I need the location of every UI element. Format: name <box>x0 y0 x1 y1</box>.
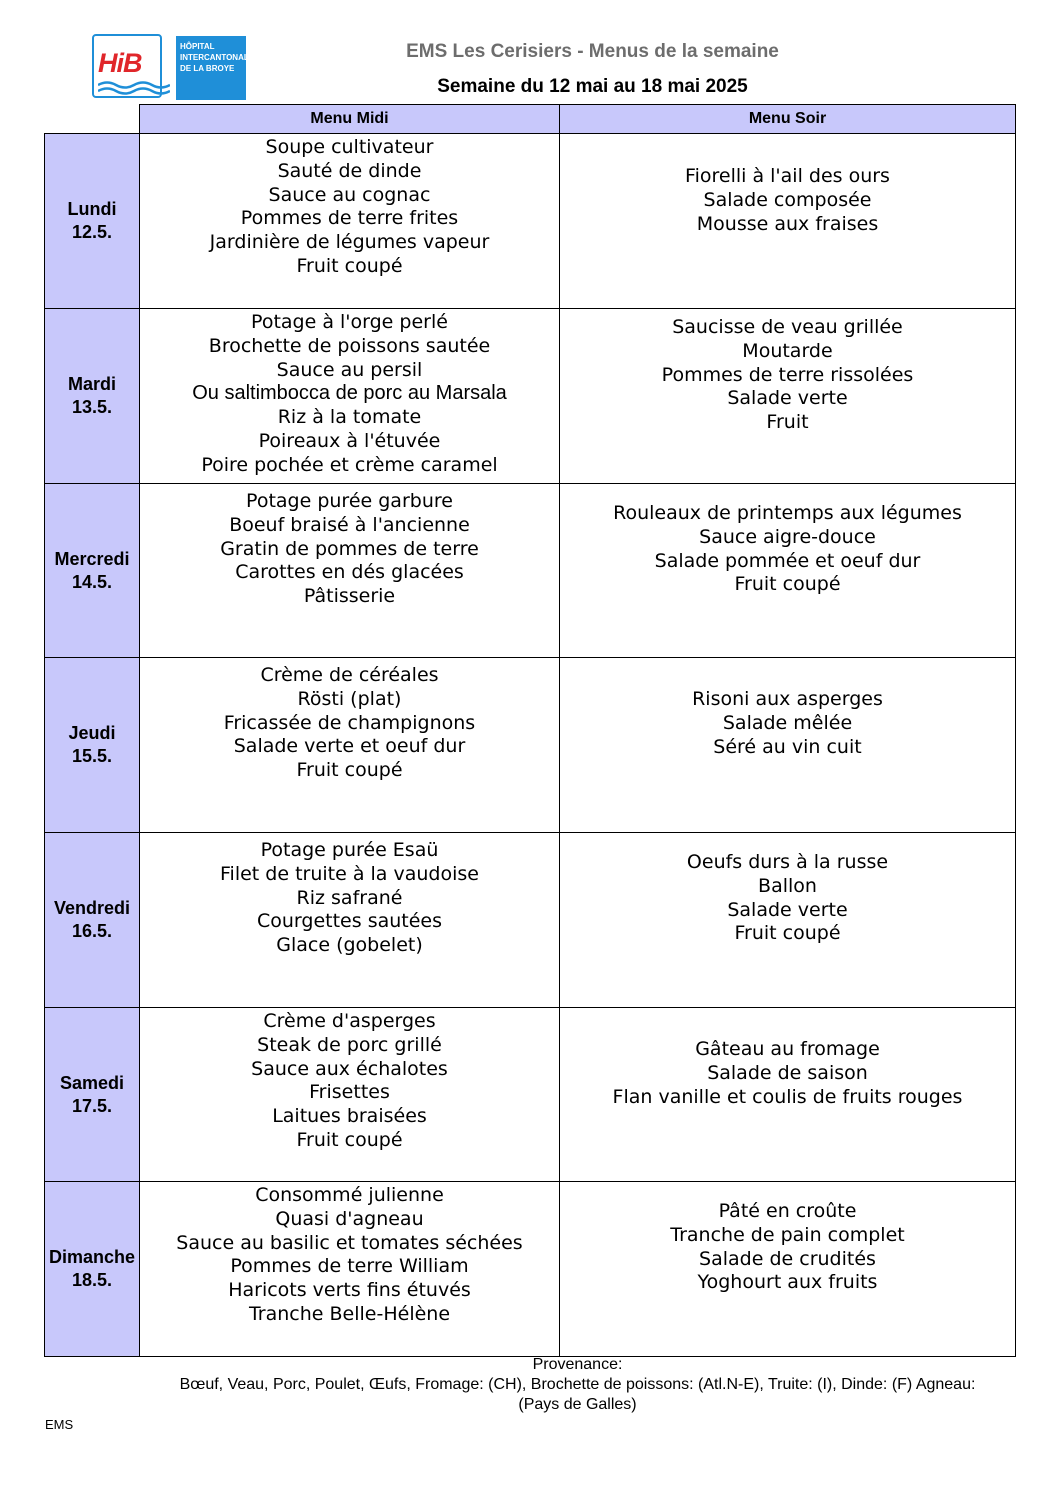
dish-item: Ballon <box>758 874 817 897</box>
menu-soir-cell <box>560 484 1016 658</box>
dish-item: Fruit coupé <box>734 922 841 945</box>
dish-item: Salade de saison <box>707 1061 868 1084</box>
column-header-midi: Menu Midi <box>140 105 560 134</box>
dish-item: Salade de crudités <box>699 1247 876 1270</box>
dish-item: Poire pochée et crème caramel <box>201 453 498 476</box>
table-row <box>45 309 1016 484</box>
menu-midi-cell <box>140 833 560 1008</box>
dish-item: Rouleaux de printemps aux légumes <box>613 502 962 524</box>
dish-item: Fruit coupé <box>296 759 403 782</box>
dish-item: Flan vanille et coulis de fruits rouges <box>612 1085 963 1108</box>
day-date: 17.5. <box>71 1095 113 1116</box>
day-cell <box>45 484 140 658</box>
hib-logo <box>92 34 248 102</box>
dish-item: Gratin de pommes de terre <box>220 537 479 560</box>
dish-item: Filet de truite à la vaudoise <box>220 862 479 885</box>
menu-midi-cell <box>140 1008 560 1182</box>
dish-item: Moutarde <box>742 339 833 362</box>
day-date: 14.5. <box>71 571 113 592</box>
day-date: 13.5. <box>71 397 113 417</box>
dish-item: Quasi d'agneau <box>275 1207 424 1230</box>
dish-item: Sauce au cognac <box>268 183 431 206</box>
menu-body <box>45 134 1016 1357</box>
menu-soir-cell <box>560 658 1016 833</box>
footer-ems-label: EMS <box>45 1417 74 1432</box>
provenance-line-2: (Pays de Galles) <box>518 1396 637 1413</box>
dish-item: Fricassée de champignons <box>223 711 476 734</box>
dish-item: Frisettes <box>309 1081 390 1104</box>
dish-item: Salade composée <box>703 188 872 211</box>
dish-item: Sauce au basilic et tomates séchées <box>176 1231 523 1254</box>
dish-item: Pâtisserie <box>303 585 396 608</box>
dish-item: Risoni aux asperges <box>692 688 883 710</box>
dish-item: Fruit <box>766 411 809 434</box>
dish-item: Sauce aigre-douce <box>699 525 876 548</box>
dish-item: Crème d'asperges <box>263 1010 436 1032</box>
dish-item: Potage purée Esaü <box>260 839 439 861</box>
dish-item: Pommes de terre rissolées <box>661 363 914 386</box>
page-title: EMS Les Cerisiers - Menus de la semaine <box>406 41 779 62</box>
dish-item: Fruit coupé <box>296 254 403 277</box>
hib-logo-letters: HiB <box>98 48 142 78</box>
day-cell <box>45 833 140 1008</box>
dish-item: Salade verte <box>727 898 848 921</box>
menu-midi-cell <box>140 484 560 658</box>
logo-line-2: INTERCANTONAL <box>180 53 249 62</box>
logo-line-3: DE LA BROYE <box>180 64 235 73</box>
dish-item: Riz à la tomate <box>277 406 422 429</box>
dish-item: Brochette de poissons sautée <box>208 334 491 357</box>
dish-item: Laitues braisées <box>272 1105 427 1128</box>
day-cell <box>45 1182 140 1357</box>
dish-item: Soupe cultivateur <box>265 136 434 158</box>
table-row <box>45 658 1016 833</box>
menu-soir-cell <box>560 134 1016 309</box>
day-name: Jeudi <box>68 723 116 743</box>
dish-item: Oeufs durs à la russe <box>686 851 889 873</box>
dish-item: Tranche Belle-Hélène <box>248 1302 451 1325</box>
menu-soir-cell <box>560 1008 1016 1182</box>
dish-item: Salade pommée et oeuf dur <box>654 549 921 572</box>
menu-midi-cell <box>140 1182 560 1357</box>
day-date: 15.5. <box>71 746 113 766</box>
provenance-note <box>150 1355 1005 1415</box>
dish-item: Pommes de terre William <box>230 1255 469 1278</box>
hib-logo-text-box <box>176 36 249 100</box>
dish-item: Ou saltimbocca de porc au Marsala <box>192 382 507 405</box>
dish-item: Fiorelli à l'ail des ours <box>685 165 890 187</box>
dish-item: Courgettes sautées <box>257 910 442 933</box>
table-corner <box>45 105 140 134</box>
menu-soir-cell <box>560 1182 1016 1357</box>
menu-midi-cell <box>140 658 560 833</box>
table-row <box>45 484 1016 658</box>
day-name: Dimanche <box>48 1247 136 1267</box>
dish-item: Tranche de pain complet <box>670 1223 905 1246</box>
dish-item: Fruit coupé <box>296 1128 403 1151</box>
dish-item: Boeuf braisé à l'ancienne <box>229 513 470 536</box>
menu-midi-cell <box>140 134 560 309</box>
day-cell <box>45 658 140 833</box>
day-cell <box>45 134 140 309</box>
day-name: Vendredi <box>53 898 131 918</box>
dish-item: Glace (gobelet) <box>276 934 423 957</box>
dish-item: Pommes de terre frites <box>240 207 459 230</box>
dish-item: Poireaux à l'étuvée <box>258 429 441 452</box>
day-name: Mardi <box>67 374 116 394</box>
dish-item: Rösti (plat) <box>297 687 402 710</box>
day-cell <box>45 1008 140 1182</box>
dish-item: Potage à l'orge perlé <box>251 311 448 333</box>
table-row <box>45 1008 1016 1182</box>
dish-item: Yoghourt aux fruits <box>697 1271 878 1294</box>
week-subtitle: Semaine du 12 mai au 18 mai 2025 <box>437 76 748 97</box>
table-row <box>45 833 1016 1008</box>
dish-item: Sauce aux échalotes <box>251 1057 448 1080</box>
dish-item: Haricots verts fins étuvés <box>228 1279 471 1302</box>
day-name: Samedi <box>59 1072 125 1093</box>
dish-item: Sauté de dinde <box>277 159 422 182</box>
menu-soir-cell <box>560 309 1016 484</box>
day-name: Mercredi <box>54 548 130 569</box>
table-row <box>45 1182 1016 1357</box>
dish-item: Potage purée garbure <box>246 490 453 512</box>
dish-item: Carottes en dés glacées <box>235 561 464 584</box>
menu-midi-cell <box>140 309 560 484</box>
dish-item: Riz safrané <box>296 886 403 909</box>
day-date: 16.5. <box>71 921 113 941</box>
dish-item: Pâté en croûte <box>718 1200 857 1222</box>
provenance-line-1: Bœuf, Veau, Porc, Poulet, Œufs, Fromage: (CH), Brochette de poissons: (Atl.N-E), Truite: (I), Dinde: (F) Agneau: <box>179 1376 976 1393</box>
weekly-menu-table <box>44 104 1016 1357</box>
table-row <box>45 134 1016 309</box>
logo-line-1: HÔPITAL <box>180 42 215 51</box>
dish-item: Salade verte <box>727 387 848 410</box>
menu-soir-cell <box>560 833 1016 1008</box>
dish-item: Fruit coupé <box>734 573 841 596</box>
dish-item: Sauce au persil <box>276 358 423 381</box>
dish-item: Steak de porc grillé <box>257 1033 442 1056</box>
day-date: 12.5. <box>71 222 113 242</box>
dish-item: Gâteau au fromage <box>695 1038 880 1060</box>
day-name: Lundi <box>67 199 117 219</box>
wave-icon <box>98 80 170 96</box>
dish-item: Salade verte et oeuf dur <box>233 735 466 758</box>
dish-item: Saucisse de veau grillée <box>672 316 903 338</box>
hib-logo-mark <box>92 34 162 98</box>
dish-item: Mousse aux fraises <box>696 212 879 235</box>
day-date: 18.5. <box>71 1270 113 1290</box>
dish-item: Séré au vin cuit <box>713 735 862 758</box>
dish-item: Jardinière de légumes vapeur <box>209 231 490 254</box>
day-cell <box>45 309 140 484</box>
provenance-label: Provenance: <box>532 1356 623 1373</box>
dish-item: Crème de céréales <box>260 664 439 686</box>
dish-item: Salade mêlée <box>722 711 853 734</box>
dish-item: Consommé julienne <box>255 1184 444 1206</box>
column-header-soir: Menu Soir <box>560 105 1016 134</box>
